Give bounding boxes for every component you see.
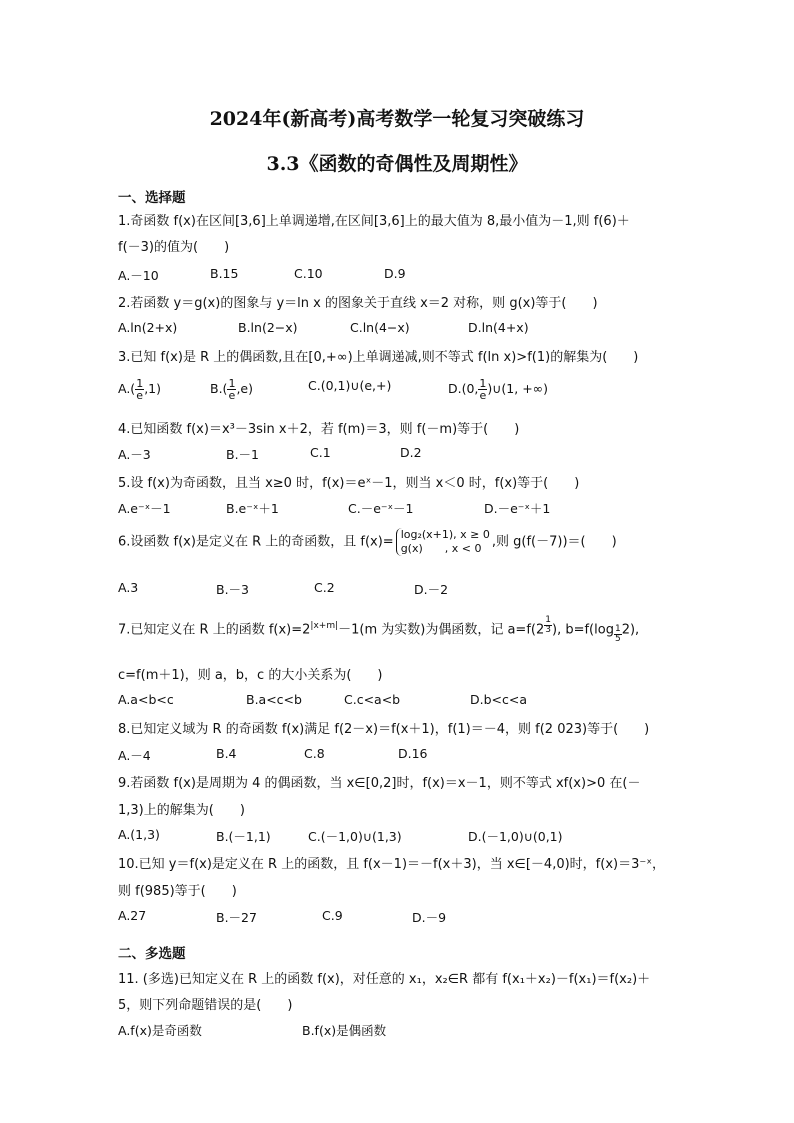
log-base-fraction [614,625,622,644]
question-11-line-2: 5，则下列命题错误的是( ) [118,998,293,1013]
question-9-line-1: 9.若函数 f(x)是周期为 4 的偶函数，当 x∈[0,2]时，f(x)＝x－1，则不等式 xf(x)>0 在(－ [118,776,641,791]
exponent: |x+m| [310,621,339,631]
option-d: D.b<c<a [470,692,528,707]
question-10-line-1: 10.已知 y＝f(x)是定义在 R 上的函数，且 f(x－1)＝－f(x＋3)，当 x∈[－4,0)时，f(x)＝3⁻ˣ， [118,857,665,872]
piecewise-function [396,528,490,556]
option-b-suffix: ,e) [236,381,253,396]
document-subtitle: 3.3《函数的奇偶性及周期性》 [266,153,528,175]
option-c: C.2 [314,580,335,595]
option-b: B.－27 [216,910,257,925]
option-b: B.a<c<b [246,692,302,707]
option-a: A.f(x)是奇函数 [118,1023,202,1038]
fraction-exponent [544,616,552,635]
denominator: e [479,389,487,402]
option-c: C.9 [322,908,343,923]
question-11-line-1: 11. (多选)已知定义在 R 上的函数 f(x)，对任意的 x₁，x₂∈R 都有 f(x₁＋x₂)－f(x₁)＝f(x₂)＋ [118,972,651,987]
option-b: B.4 [216,746,237,761]
option-c: C.ln(4−x) [350,320,410,335]
option-d: D.－e⁻ˣ＋1 [484,501,551,516]
question-7-text-end: 2), [621,622,640,638]
option-b: B.－1 [226,447,260,462]
option-d: D.－9 [412,910,447,925]
option-c: C.1 [310,445,331,460]
option-b [210,378,253,401]
question-9-line-2: 1,3)上的解集为( ) [118,803,245,818]
question-7-text: 7.已知定义在 R 上的函数 f(x)=2 [118,622,311,638]
piecewise-case-2: g(x) , x < 0 [400,542,482,555]
option-b: B.e⁻ˣ＋1 [226,501,279,516]
option-c: C.10 [294,266,323,281]
option-b: B.(－1,1) [216,829,271,844]
numerator: 1 [545,615,551,625]
question-1-line-2: f(－3)的值为( ) [118,240,230,255]
option-b: B.－3 [216,582,250,597]
option-c: C.(0,1)∪(e,+) [308,378,392,393]
option-d: D.ln(4+x) [468,320,529,335]
question-2-line-1: 2.若函数 y＝g(x)的图象与 y＝ln x 的图象关于直线 x＝2 对称，则 g(x)等于( ) [118,296,598,311]
option-a: A.ln(2+x) [118,320,178,335]
question-1-line-1: 1.奇函数 f(x)在区间[3,6]上单调递增,在区间[3,6]上的最大值为 8,最小值为－1,则 f(6)＋ [118,214,630,229]
question-8-line-1: 8.已知定义域为 R 的奇函数 f(x)满足 f(2－x)＝f(x＋1)，f(1)＝－4，则 f(2 023)等于( ) [118,722,650,737]
option-a-suffix: ,1) [144,381,161,396]
option-c: C.(－1,0)∪(1,3) [308,829,402,844]
option-b-prefix: B.( [210,381,228,396]
piecewise-case-1: log₂(x+1), x ≥ 0 [400,528,490,541]
question-7-line-1 [118,616,639,652]
option-a: A.－4 [118,748,151,763]
option-a: A.a<b<c [118,692,174,707]
numerator: 1 [228,377,236,390]
option-b: B.f(x)是偶函数 [302,1023,387,1038]
numerator: 1 [136,377,144,390]
option-b: B.ln(2−x) [238,320,298,335]
option-a-prefix: A.( [118,381,136,396]
option-d: D.16 [398,746,428,761]
option-a: A.－10 [118,268,159,283]
denominator: e [228,389,236,402]
denominator: e [136,389,144,402]
option-a: A.－3 [118,447,151,462]
option-d: D.(－1,0)∪(0,1) [468,829,563,844]
question-5-line-1: 5.设 f(x)为奇函数，且当 x≥0 时，f(x)＝eˣ－1，则当 x＜0 时，f(x)等于( ) [118,476,580,491]
option-b: B.15 [210,266,239,281]
option-c: C.8 [304,746,325,761]
question-6-text: 6.设函数 f(x)是定义在 R 上的奇函数，且 f(x)= [118,534,394,550]
option-a: A.27 [118,908,147,923]
section-heading-single-choice: 一、选择题 [118,190,186,206]
question-7-text-mid: －1(m 为实数)为偶函数，记 a=f( [338,622,536,638]
option-c: C.c<a<b [344,692,401,707]
section-heading-multiple-choice: 二、多选题 [118,946,186,962]
denominator: 5 [614,633,621,644]
option-c: C.－e⁻ˣ－1 [348,501,414,516]
option-a: A.3 [118,580,139,595]
option-d-prefix: D.(0, [448,381,479,396]
option-a: A.e⁻ˣ－1 [118,501,171,516]
power-base: 2 [535,622,545,638]
option-d: D.－2 [414,582,449,597]
question-7-text-mid2: ), b=f(log [552,622,614,638]
question-4-line-1: 4.已知函数 f(x)＝x³－3sin x＋2，若 f(m)＝3，则 f(－m)等于( ) [118,422,520,437]
question-6-line-1 [118,528,617,562]
question-6-text-end: ,则 g(f(－7))＝( ) [491,534,617,550]
numerator: 1 [614,623,621,634]
option-a [118,378,161,401]
question-3-line-1: 3.已知 f(x)是 R 上的偶函数,且在[0,+∞)上单调递减,则不等式 f(ln x)>f(1)的解集为( ) [118,350,639,365]
option-a: A.(1,3) [118,827,160,842]
question-7-line-2: c=f(m＋1)，则 a，b，c 的大小关系为( ) [118,668,383,683]
option-d-suffix: )∪(1, +∞) [487,381,548,396]
fraction [135,378,144,401]
option-d: D.2 [400,445,422,460]
question-10-line-2: 则 f(985)等于( ) [118,884,237,899]
option-d: D.9 [384,266,406,281]
document-title: 2024年(新高考)高考数学一轮复习突破练习 [209,108,585,130]
denominator: 3 [545,625,551,635]
option-d [448,378,548,401]
numerator: 1 [479,377,487,390]
